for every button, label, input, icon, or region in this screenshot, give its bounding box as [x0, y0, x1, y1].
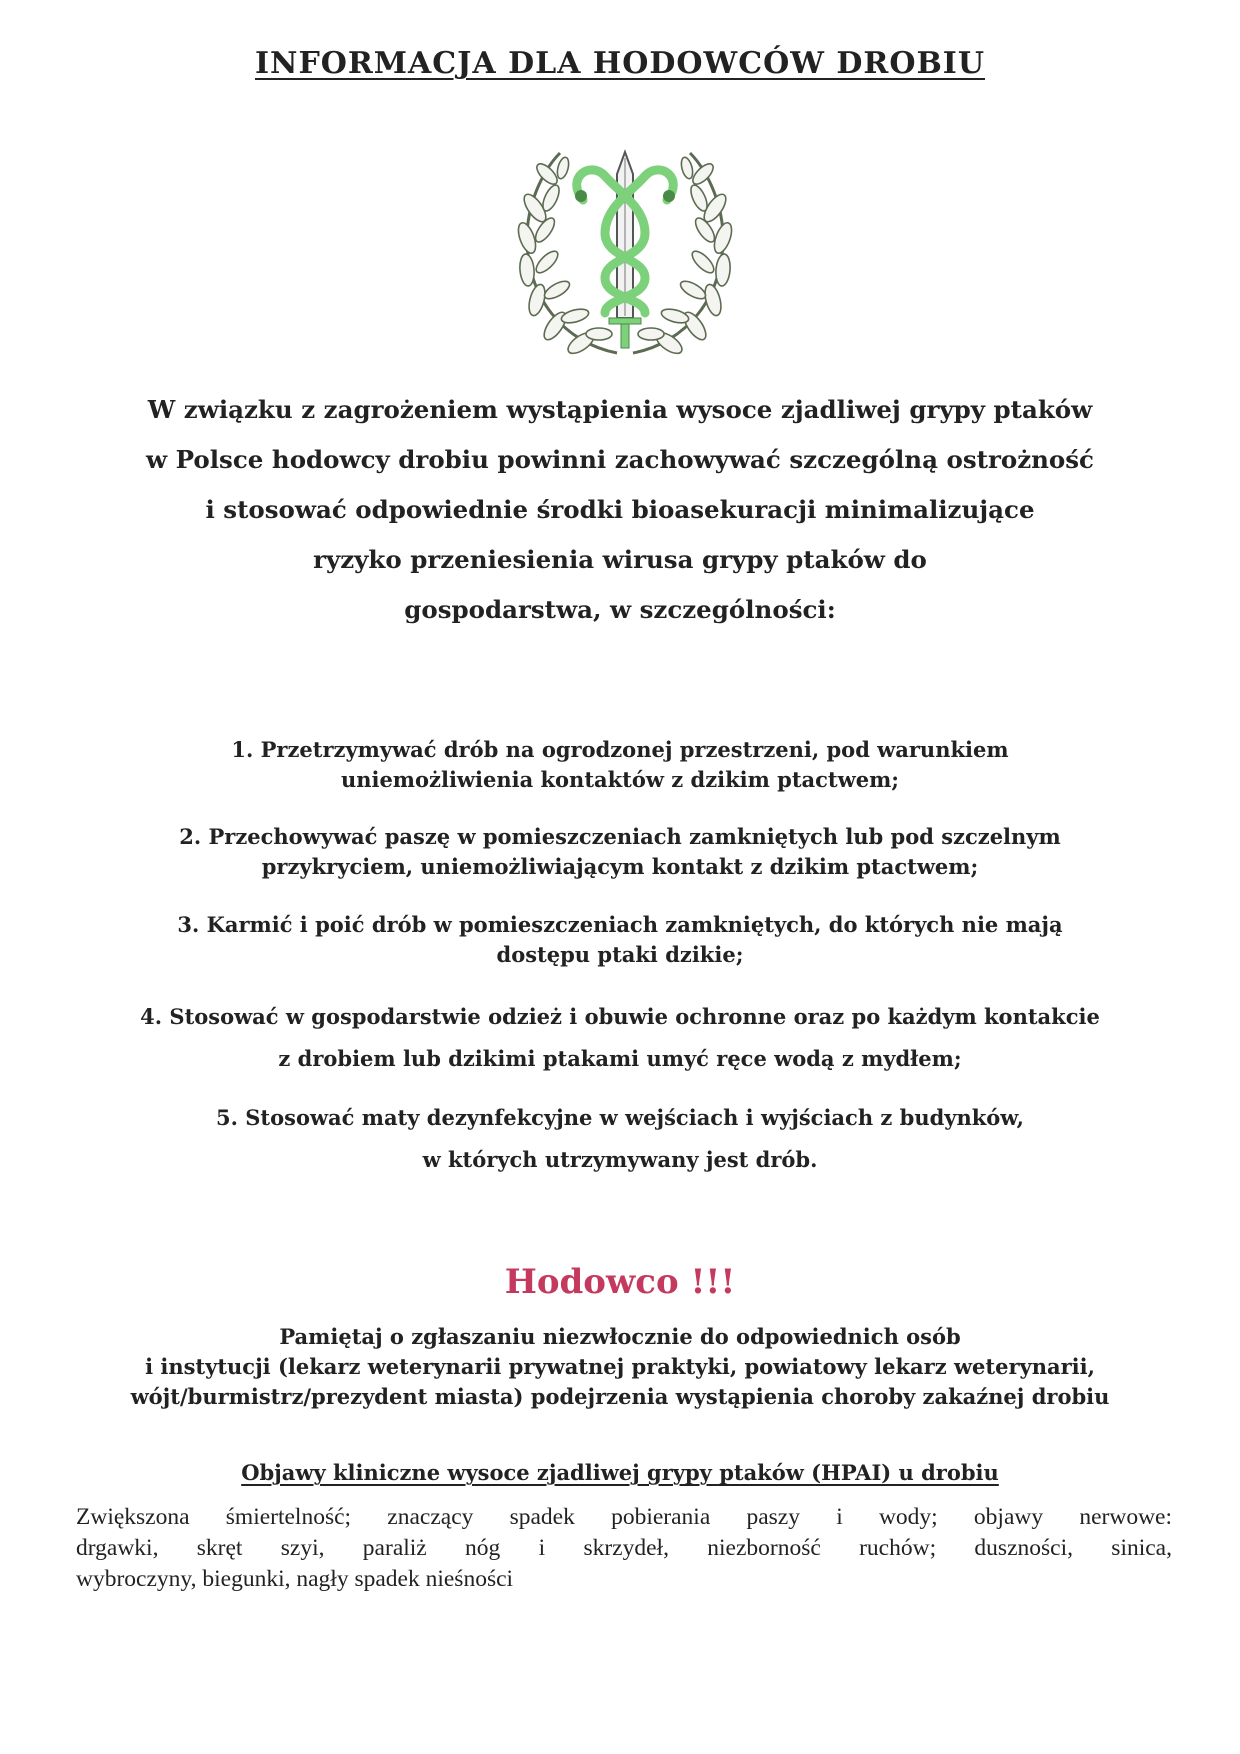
rule-line: 4. Stosować w gospodarstwie odzież i obuwie ochronne oraz po każdym kontakcie: [140, 1004, 1100, 1029]
intro-line: ryzyko przeniesienia wirusa grypy ptaków do: [313, 545, 927, 574]
rule-item: [80, 822, 1160, 882]
rule-line: dostępu ptaki dzikie;: [496, 942, 744, 967]
symptoms-line: Zwiększona śmiertelność; znaczący spadek pobierania paszy i wody; objawy nerwowe:: [76, 1504, 1172, 1530]
rule-item: [80, 996, 1160, 1080]
symptoms-heading: Objawy kliniczne wysoce zjadliwej grypy ptaków (HPAI) u drobiu: [241, 1460, 999, 1485]
notice-line: Pamiętaj o zgłaszaniu niezwłocznie do odpowiednich osób: [279, 1324, 961, 1349]
rule-line: 3. Karmić i poić drób w pomieszczeniach zamkniętych, do których nie mają: [177, 912, 1063, 937]
rule-item: [80, 1097, 1160, 1181]
rule-line: przykryciem, uniemożliwiającym kontakt z dzikim ptactwem;: [261, 854, 979, 879]
symptoms-line: wybroczyny, biegunki, nagły spadek nieśności: [76, 1566, 514, 1592]
rule-line: uniemożliwienia kontaktów z dzikim ptactwem;: [340, 767, 900, 792]
rule-line: z drobiem lub dzikimi ptakami umyć ręce wodą z mydłem;: [278, 1046, 962, 1071]
rule-line: 1. Przetrzymywać drób na ogrodzonej przestrzeni, pod warunkiem: [231, 737, 1009, 762]
hodowco-heading: Hodowco !!!: [504, 1262, 736, 1302]
notice-line: i instytucji (lekarz weterynarii prywatnej praktyki, powiatowy lekarz weterynarii,: [145, 1354, 1095, 1379]
intro-line: gospodarstwa, w szczególności:: [404, 595, 836, 624]
symptoms-paragraph: [76, 1502, 1172, 1595]
intro-line: w Polsce hodowcy drobiu powinni zachowywać szczególną ostrożność: [146, 445, 1094, 474]
rule-line: w których utrzymywany jest drób.: [422, 1147, 818, 1172]
notice-paragraph: [60, 1322, 1180, 1412]
rule-item: [80, 910, 1160, 970]
intro-line: W związku z zagrożeniem wystąpienia wysoce zjadliwej grypy ptaków: [147, 395, 1093, 424]
rule-item: [80, 735, 1160, 795]
intro-line: i stosować odpowiednie środki bioasekuracji minimalizujące: [205, 495, 1035, 524]
rule-line: 5. Stosować maty dezynfekcyjne w wejściach i wyjściach z budynków,: [216, 1105, 1024, 1130]
notice-line: wójt/burmistrz/prezydent miasta) podejrzenia wystąpienia choroby zakaźnej drobiu: [130, 1384, 1110, 1409]
rule-line: 2. Przechowywać paszę w pomieszczeniach zamkniętych lub pod szczelnym: [179, 824, 1061, 849]
document-title: INFORMACJA DLA HODOWCÓW DROBIU: [254, 46, 986, 81]
symptoms-line: drgawki, skręt szyi, paraliż nóg i skrzydeł, niezborność ruchów; duszności, sinica,: [76, 1535, 1172, 1561]
intro-paragraph: [80, 385, 1160, 635]
veterinary-emblem-icon: [505, 138, 745, 368]
